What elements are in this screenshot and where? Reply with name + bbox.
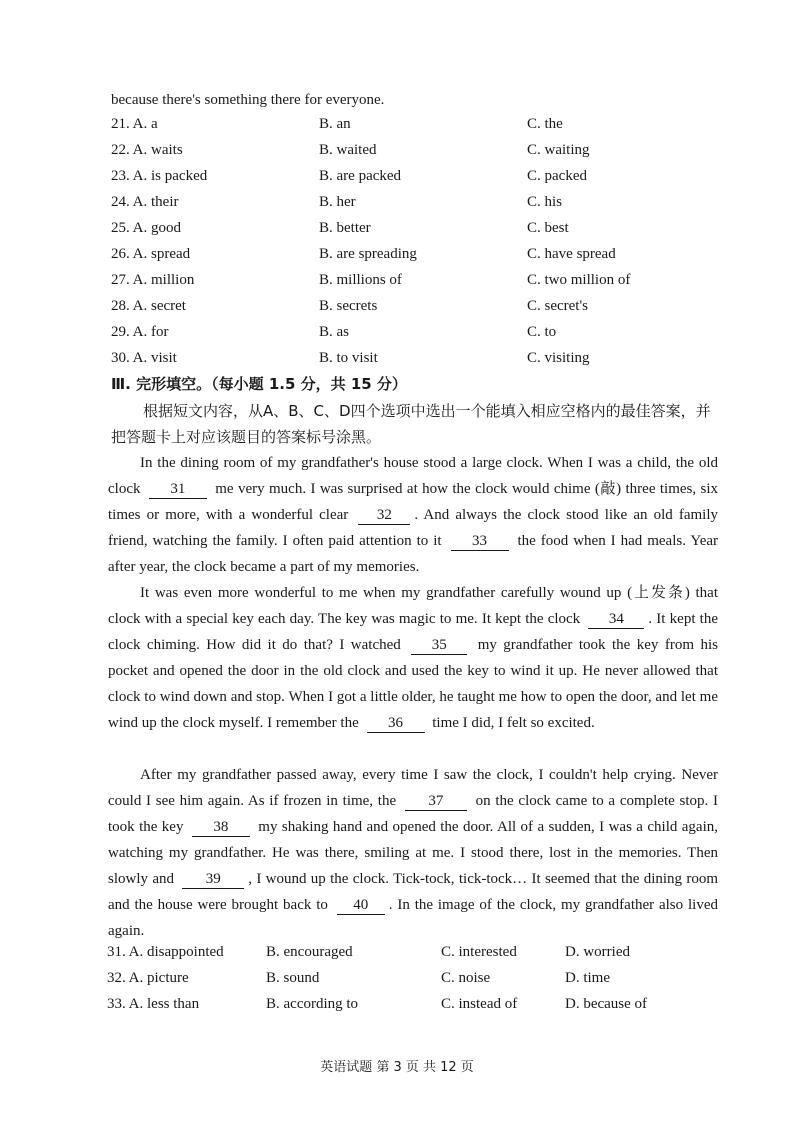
option-a: 33. A. less than <box>107 996 200 1012</box>
blank-31: 31 <box>149 480 207 499</box>
section-instructions: 根据短文内容，从A、B、C、D四个选项中选出一个能填入相应空格内的最佳答案，并把答题卡上对应该题目的答案标号涂黑。 <box>111 402 711 446</box>
option-row-28 <box>111 298 751 320</box>
option-d: D. worried <box>565 944 630 960</box>
option-a: 29. A. for <box>111 324 169 340</box>
option-c: C. waiting <box>527 142 590 158</box>
blank-35: 35 <box>411 636 467 655</box>
option-b: B. to visit <box>319 350 378 366</box>
option-c: C. visiting <box>527 350 590 366</box>
option-c: C. interested <box>441 944 517 960</box>
option-a: 22. A. waits <box>111 142 183 158</box>
option-c: C. noise <box>441 970 491 986</box>
option-row-31 <box>107 944 751 966</box>
option-c: C. to <box>527 324 557 340</box>
option-b: B. secrets <box>319 298 378 314</box>
passage-text: It was even more wonderful to me when my grandfather carefully wound up (上发条) that clock with a special key each day. The key was magic to me. It kept the clock <box>108 585 718 627</box>
passage-text: After my grandfather passed away, every time I saw the clock, I couldn't help crying. Never could I see him again. As if frozen in time, the <box>108 767 718 809</box>
blank-39: 39 <box>182 870 244 889</box>
option-row-23 <box>111 168 751 190</box>
passage-text: my shaking hand and opened the door. All of a sudden, I was a child again, watching my grandfather. He was there, smiling at me. I stood there, lost in the memories. Then slowly and <box>108 819 718 887</box>
option-b: B. as <box>319 324 349 340</box>
option-a: 21. A. a <box>111 116 158 132</box>
blank-34: 34 <box>588 610 644 629</box>
option-row-29 <box>111 324 751 346</box>
option-c: C. packed <box>527 168 587 184</box>
option-a: 23. A. is packed <box>111 168 208 184</box>
option-b: B. according to <box>266 996 359 1012</box>
section-heading: Ⅲ. 完形填空。（每小题 1.5 分，共 15 分） <box>111 375 407 393</box>
blank-40: 40 <box>337 896 385 915</box>
passage-text: on the clock came to a complete stop. I took the key <box>108 793 719 835</box>
option-row-33 <box>107 996 751 1018</box>
option-a: 27. A. million <box>111 272 195 288</box>
option-a: 31. A. disappointed <box>107 944 224 960</box>
option-c: C. instead of <box>441 996 518 1012</box>
blank-38: 38 <box>192 818 250 837</box>
option-a: 30. A. visit <box>111 350 177 366</box>
option-d: D. time <box>565 970 610 986</box>
option-b: B. are spreading <box>319 246 417 262</box>
option-a: 32. A. picture <box>107 970 189 986</box>
passage-text: time I did, I felt so excited. <box>432 715 595 731</box>
blank-32: 32 <box>358 506 410 525</box>
option-row-21 <box>111 116 751 138</box>
passage-text: my grandfather took the key from his pocket and opened the door in the old clock and used the key to wind it up. He never allowed that clock to wind down and stop. When I got a little older, he taught me how to open the door, and let me wind up the clock myself. I remember the <box>108 637 718 731</box>
passage-paragraph-2 <box>108 580 718 736</box>
option-row-32 <box>107 970 751 992</box>
passage-text: In the dining room of my grandfather's house stood a large clock. When I was a child, the old clock <box>108 455 718 497</box>
option-b: B. better <box>319 220 371 236</box>
passage-text: . It kept the clock chiming. How did it do that? I watched <box>108 611 718 653</box>
option-row-24 <box>111 194 751 216</box>
option-row-26 <box>111 246 751 268</box>
blank-33: 33 <box>451 532 509 551</box>
option-a: 26. A. spread <box>111 246 191 262</box>
passage-text: . And always the clock stood like an old family friend, watching the family. I often paid attention to it <box>108 507 718 549</box>
option-row-27 <box>111 272 751 294</box>
blank-37: 37 <box>405 792 467 811</box>
passage-text: , I wound up the clock. Tick-tock, tick-tock… It seemed that the dining room and the house were brought back to <box>108 871 718 913</box>
option-a: 24. A. their <box>111 194 179 210</box>
option-b: B. sound <box>266 970 320 986</box>
option-b: B. waited <box>319 142 377 158</box>
option-c: C. best <box>527 220 569 236</box>
option-row-25 <box>111 220 751 242</box>
option-b: B. an <box>319 116 351 132</box>
passage-paragraph-3 <box>108 762 718 944</box>
option-a: 25. A. good <box>111 220 182 236</box>
option-c: C. two million of <box>527 272 631 288</box>
blank-36: 36 <box>367 714 425 733</box>
passage-text: me very much. I was surprised at how the clock would chime (敲) three times, six times or more, with a wonderful clear <box>108 481 718 523</box>
option-c: C. his <box>527 194 563 210</box>
passage-text: the food when I had meals. Year after year, the clock became a part of my memories. <box>108 533 719 575</box>
passage-text: . In the image of the clock, my grandfather also lived again. <box>108 897 718 939</box>
option-row-30 <box>111 350 751 372</box>
option-row-22 <box>111 142 751 164</box>
option-b: B. are packed <box>319 168 402 184</box>
option-b: B. encouraged <box>266 944 353 960</box>
option-c: C. have spread <box>527 246 616 262</box>
option-b: B. her <box>319 194 356 210</box>
page-footer: 英语试题 第 3 页 共 12 页 <box>320 1060 474 1075</box>
option-c: C. secret's <box>527 298 589 314</box>
intro-tail: because there's something there for everyone. <box>111 92 385 108</box>
option-a: 28. A. secret <box>111 298 186 314</box>
passage-paragraph-1 <box>108 450 718 580</box>
option-b: B. millions of <box>319 272 402 288</box>
option-c: C. the <box>527 116 563 132</box>
option-d: D. because of <box>565 996 648 1012</box>
